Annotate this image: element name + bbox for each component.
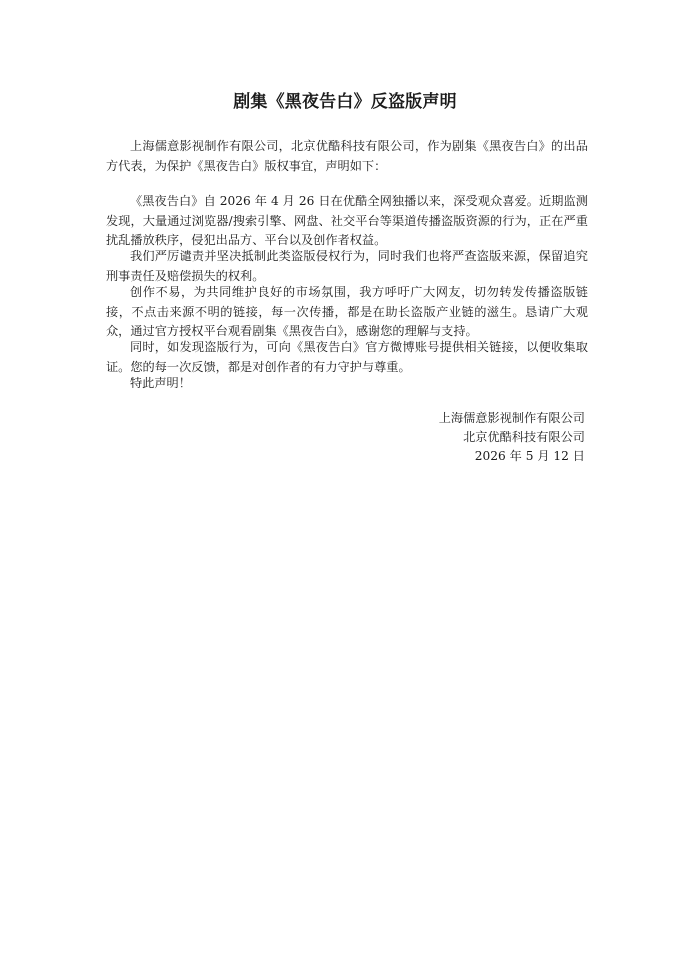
paragraph-condemnation: 我们严厉谴责并坚决抵制此类盗版侵权行为，同时我们也将严查盗版来源，保留追究刑事责任及赔偿损失的权利。 [106, 249, 588, 283]
signatory-beijing: 北京优酷科技有限公司 [463, 430, 585, 444]
paragraph-appeal: 创作不易，为共同维护良好的市场氛围，我方呼吁广大网友，切勿转发传播盗版链接，不点击来源不明的链接，每一次传播，都是在助长盗版产业链的滋生。恳请广大观众，通过官方授权平台观看剧集《黑夜告白》，感谢您的理解与支持。 [106, 285, 588, 339]
document-title: 剧集《黑夜告白》反盗版声明 [233, 92, 457, 112]
paragraph-closing: 特此声明！ [130, 376, 191, 390]
paragraph-reporting: 同时，如发现盗版行为，可向《黑夜告白》官方微博账号提供相关链接，以便收集取证。您的每一次反馈，都是对创作者的有力守护与尊重。 [106, 340, 588, 374]
signatory-shanghai: 上海儒意影视制作有限公司 [438, 411, 585, 425]
intro-paragraph: 上海儒意影视制作有限公司，北京优酷科技有限公司，作为剧集《黑夜告白》的出品方代表，为保护《黑夜告白》版权事宜，声明如下： [106, 139, 588, 173]
paragraph-broadcast-notice: 《黑夜告白》自 2026 年 4 月 26 日在优酷全网独播以来，深受观众喜爱。近期监测发现，大量通过浏览器/搜索引擎、网盘、社交平台等渠道传播盗版资源的行为，正在严重扰乱播放秩序，侵犯出品方、平台以及创作者权益。 [106, 194, 588, 248]
statement-date: 2026 年 5 月 12 日 [474, 449, 585, 463]
